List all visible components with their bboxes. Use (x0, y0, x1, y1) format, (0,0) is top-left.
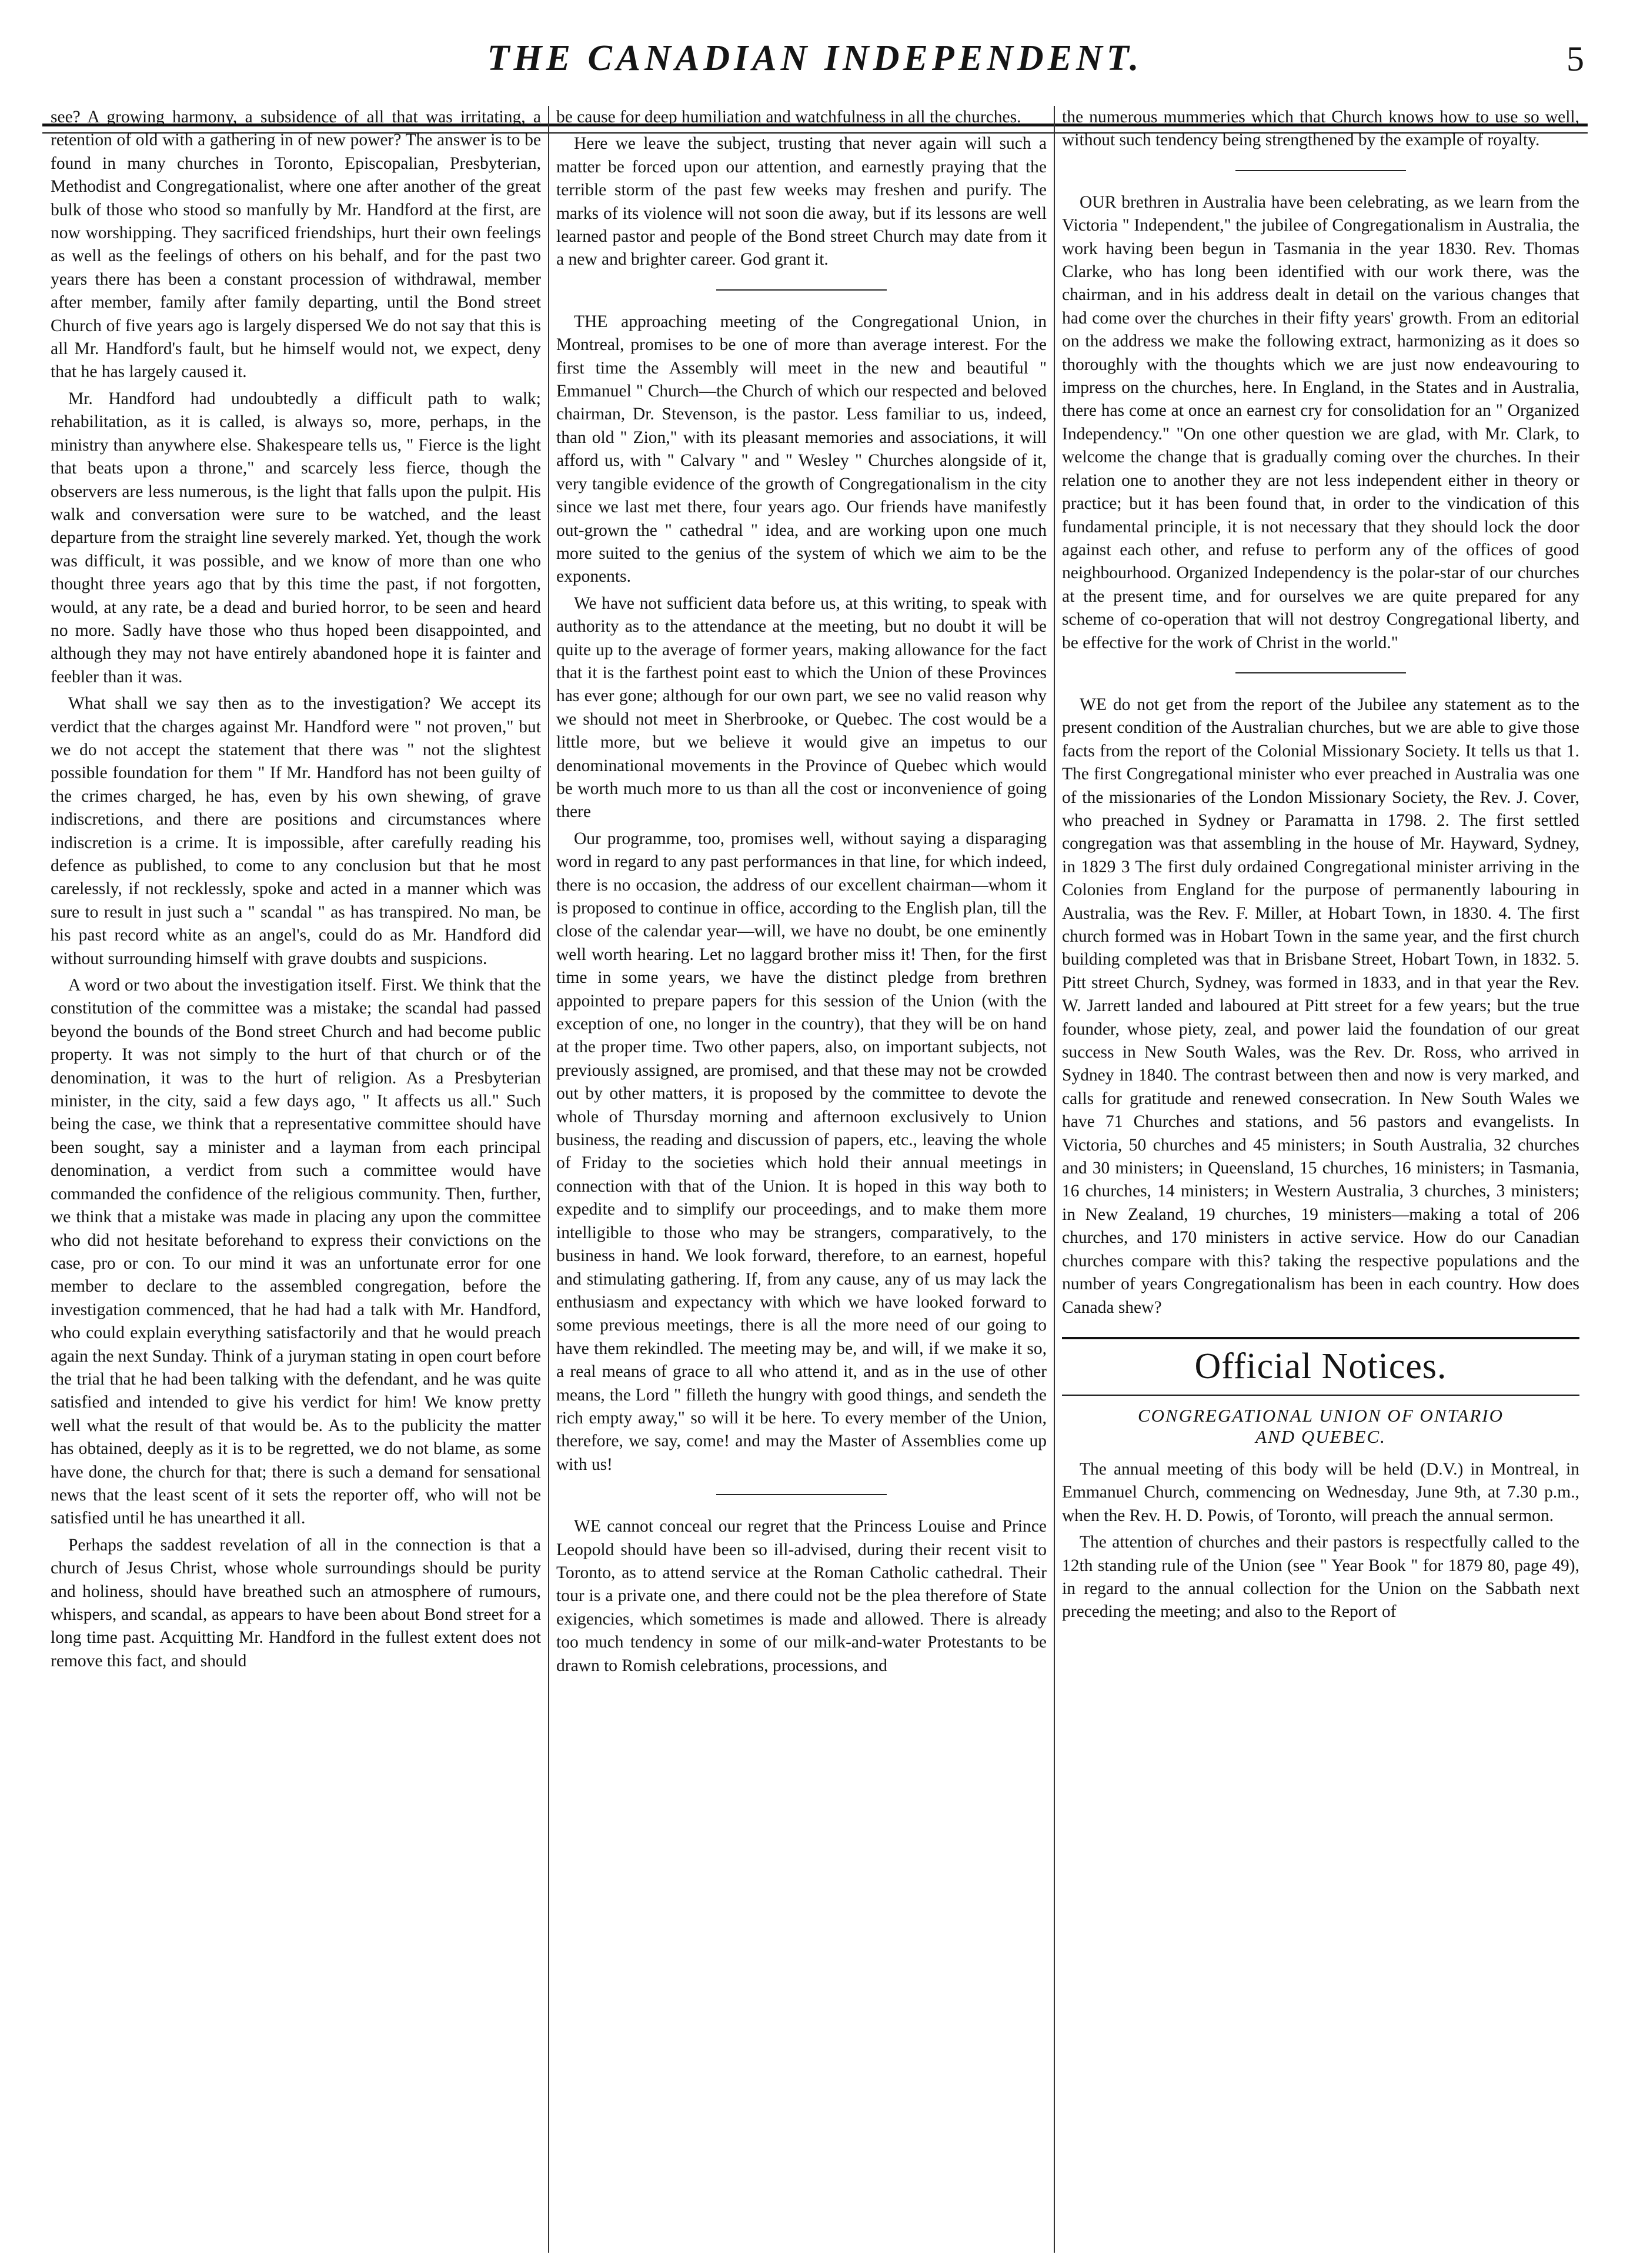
column-2 (556, 106, 1047, 2253)
column-1 (51, 106, 541, 2253)
paragraph: Perhaps the saddest revelation of all in the connection is that a church of Jesus Christ, whose whole surroundings should be purity and holiness, should have breathed such an atmosphere of rumours, whispers, and scandal, as appears to have been about Bond street for a long time past. Acquitting Mr. Handford in the fullest extent does not remove this fact, and should (51, 1535, 541, 1670)
paragraph: The annual meeting of this body will be held (D.V.) in Montreal, in Emmanuel Church, commencing on Wednesday, June 9th, at 7.30 p.m., when the Rev. H. D. Powis, of Toronto, will preach the annual sermon. (1062, 1459, 1579, 1525)
paragraph: WE do not get from the report of the Jubilee any statement as to the present condition of the Australian churches, but we are able to give those facts from the report of the Colonial Missionary Society. It tells us that 1. The first Congregational minister who ever preached in Australia was one of the missionaries of the London Missionary Society, the Rev. J. Cover, who preached in Sydney or Paramatta in 1798. 2. The first settled congregation was that assembling in the house of Mr. Hayward, Sydney, in 1829 3 The first duly ordained Congregational minister arriving in the Colonies from England for the purpose of permanently labouring in Australia, was the Rev. F. Miller, at Hobart Town, in 1830. 4. The first church formed was in Hobart Town in the same year, and the first church building completed was that in Brisbane Street, Hobart Town, in 1832. 5. Pitt street Church, Sydney, was formed in 1833, and in that year the Rev. W. Jarrett landed and laboured at Pitt street for a few years; but the true founder, whose piety, zeal, and power laid the foundation of our great success in New South Wales, was the Rev. Dr. Ross, who arrived in Sydney in 1840. The contrast between then and now is very marked, and calls for gratitude and renewed consecration. In New South Wales we have 71 Churches and stations, and 56 pastors and evangelists. In Victoria, 50 churches and 45 ministers; in South Australia, 32 churches and 30 ministers; in Queensland, 15 churches, 16 ministers; in Tasmania, 16 churches, 14 ministers; in Western Australia, 3 churches, 3 ministers; in New Zealand, 19 churches, 19 ministers—making a total of 206 churches, and 170 ministers in active service. How do our Canadian churches compare with this? taking the respective populations and the number of years Congregationalism has been in each country. How does Canada shew? (1062, 695, 1579, 1317)
paragraph: What shall we say then as to the investigation? We accept its verdict that the charges against Mr. Handford were " not proven," but we do not accept the statement that there was " not the slightest possible foundation for them " If Mr. Handford has not been guilty of the crimes charged, he has, even by his own shewing, of grave indiscretions, and there are positions and circumstances where indiscretion is a crime. It is impossible, after carefully reading his defence as published, to come to any conclusion but that he most carelessly, if not recklessly, spoke and acted in a manner which was sure to result in just such a " scandal " as has transpired. No man, be his past record white as an angel's, could do as Mr. Handford did without surrounding himself with grave doubts and suspicions. (51, 694, 541, 968)
running-title: THE CANADIAN INDEPENDENT. (487, 38, 1143, 78)
page-header (0, 35, 1630, 100)
article-separator (716, 289, 887, 291)
official-notices-title: Official Notices. (1194, 1346, 1447, 1386)
paragraph: Mr. Handford had undoubtedly a difficult path to walk; rehabilitation, as it is called, is always so, more, perhaps, in the ministry than anywhere else. Shakespeare tells us, " Fierce is the light that beats upon a throne," and scarcely less fierce, though the observers are less numerous, is the light that falls upon the pulpit. His walk and conversation were sure to be watched, and the least departure from the straight line severely marked. Yet, though the work was difficult, it was possible, and we know of more than one who thought three years ago that by this time the past, if not forgotten, would, at any rate, be a dead and buried horror, to be seen and heard no more. Sadly have those who thus hoped been disappointed, and although they may not have entirely abandoned hope it is fainter and feebler than it was. (51, 389, 541, 686)
notice-heading-line-2: AND QUEBEC. (1255, 1426, 1386, 1447)
column-rule-2 (1054, 106, 1055, 2253)
paragraph: WE cannot conceal our regret that the Princess Louise and Prince Leopold should have been so ill-advised, during their recent visit to Toronto, as to attend service at the Roman Catholic cathedral. Their tour is a private one, and there could not be the plea therefore of State exigencies, which sometimes is made and allowed. There is already too much tendency in some of our milk-and-water Protestants to be drawn to Romish celebrations, processions, and (556, 1517, 1047, 1675)
notice-heading (1062, 1405, 1579, 1447)
article-separator (716, 1494, 887, 1495)
paragraph: The attention of churches and their pastors is respectfully called to the 12th standing rule of the Union (see " Year Book " for 1879 80, page 49), in regard to the annual collection for the Union on the Sabbath next preceding the meeting; and also to the Report of (1062, 1533, 1579, 1622)
article-separator (1235, 672, 1406, 673)
page-number: 5 (1566, 39, 1584, 78)
paragraph: Our programme, too, promises well, without saying a disparaging word in regard to any past performances in that line, for which indeed, there is no occasion, the address of our excellent chairman—whom it is proposed to continue in office, according to the English plan, till the close of the calendar year—will, we have no doubt, be one eminently well worth hearing. Let no laggard brother miss it! Then, for the first time in some years, we have the distinct pledge from brethren appointed to prepare papers for this session of the Union (with the exception of one, no longer in the country), that they will be on hand at the proper time. Two other papers, also, on important subjects, not previously assigned, are promised, and that these may not be crowded out by other matters, it is proposed by the committee to devote the whole of Thursday morning and afternoon exclusively to Union business, the reading and discussion of papers, etc., leaving the whole of Friday to the societies which hold their annual meetings in connection with that of the Union. It is hoped in this way both to expedite and to simplify our proceedings, and to make them more intelligible to those who may be strangers, comparatively, to the business in hand. We look forward, therefore, to an earnest, hopeful and stimulating gathering. If, from any cause, any of us may lack the enthusiasm and expectancy with which we have looked forward to some previous meetings, there is all the more need of our going to have them rekindled. The meeting may be, and will, if we make it so, a real means of grace to all who attend it, and as in the use of other means, the Lord " filleth the hungry with good things, and sendeth the rich empty away," so will it be here. To every member of the Union, therefore, we say, come! and may the Master of Assemblies come up with us! (556, 829, 1047, 1474)
notice-heading-line-1: CONGREGATIONAL UNION OF ONTARIO (1137, 1405, 1504, 1426)
column-rule-1 (548, 106, 549, 2253)
column-3 (1062, 106, 1579, 2253)
paragraph: We have not sufficient data before us, at this writing, to speak with authority as to the attendance at the meeting, but no doubt it will be quite up to the average of former years, making allowance for the fact that it is the farthest point east to which the Union of these Provinces has ever gone; although for our own part, we see no valid reason why we should not meet in Sherbrooke, or Quebec. The cost would be a little more, but we believe it would give an impetus to our denominational movements in the Province of Quebec which would be worth much more to us than all the cost or inconvenience of going there (556, 593, 1047, 822)
paragraph: THE approaching meeting of the Congregational Union, in Montreal, promises to be one of more than average interest. For the first time the Assembly will meet in the new and beautiful " Emmanuel " Church—the Church of which our respected and beloved chairman, Dr. Stevenson, is the pastor. Less familiar to us, indeed, than old " Zion," with its pleasant memories and associations, it will afford us, with " Calvary " and " Wesley " Churches alongside of it, very tangible evidence of the growth of Congregationalism in the city since we last met there, four years ago. Our friends have manifestly out-grown the " cathedral " idea, and are working upon one much more suited to the genius of the system of which we aim to be the exponents. (556, 312, 1047, 586)
paragraph: be cause for deep humiliation and watchfulness in all the churches. (556, 108, 1021, 126)
paragraph: OUR brethren in Australia have been celebrating, as we learn from the Victoria " Independent," the jubilee of Congregationalism in Australia, the work having been begun in Tasmania in the year 1830. Rev. Thomas Clarke, who has long been identified with our work there, was the chairman, and in his address dealt in detail on the various changes that had come over the churches in their fifty years' growth. From an editorial on the address we make the following extract, harmonizing as it does so thoroughly with the thoughts which we are just now endeavouring to impress on the churches, here. In England, in the States and in Australia, there has come at once an earnest cry for consolidation for an " Organized Independency." "On one other question we are glad, with Mr. Clark, to welcome the change that is gradually coming over the churches. In their relation one to another they are not less independent either in theory or practice; but it has been found that, in order to the vindication of this fundamental principle, it is not necessary that they should lock the door against each other, and refuse to perform any of the offices of good neighbourhood. Organized Independency is the polar-star of our churches at the present time, and for ourselves we are quite prepared for any scheme of co-operation that will not destroy Congregational liberty, and be effective for the work of Christ in the world." (1062, 192, 1579, 652)
official-notices-banner (1062, 1337, 1579, 1396)
paragraph: A word or two about the investigation itself. First. We think that the constitution of the committee was a mistake; the scandal had passed beyond the bounds of the Bond street Church and had become public property. It was not simply to the hurt of that church or of the denomination, it was to the hurt of religion. As a Presbyterian minister, in the city, said a few days ago, " It affects us all." Such being the case, we think that a representative committee should have been sought, say a minister and a layman from each principal denomination, a verdict from such a committee would have commanded the confidence of the religious community. Then, further, we think that a mistake was made in placing any upon the committee who did not hesitate beforehand to express their convictions on the case, pro or con. To our mind it was an unfortunate error for one member to declare to the assembled congregation, before the investigation commenced, that he had had a talk with Mr. Handford, who could explain everything satisfactorily and that he would preach again the next Sunday. Think of a juryman stating in open court before the trial that he had been talking with the defendant, and he was quite satisfied and intended to give his verdict for him! We know pretty well what the result of that would be. As to the publicity the matter has obtained, deeply as it is to be regretted, we do not blame, as some have done, the church for that; there is such a demand for sensational news that the least scent of it sets the reporter off, who will not be satisfied until he has unearthed it all. (51, 976, 541, 1528)
article-separator (1235, 170, 1406, 171)
paragraph: see? A growing harmony, a subsidence of all that was irritating, a retention of old with a gathering in of new power? The answer is to be found in many churches in Toronto, Episcopalian, Presbyterian, Methodist and Congregationalist, where one after another of the great bulk of those who stood so manfully by Mr. Handford at the first, are now worshipping. They sacrificed friendships, hurt their own feelings as well as the feelings of others on his behalf, and for the past two years there has been a constant procession of withdrawal, member after member, family after family departing, until the Bond street Church of five years ago is largely dispersed We do not say that this is all Mr. Handford's fault, but he himself would not, we expect, deny that he has largely caused it. (51, 108, 541, 382)
paragraph: Here we leave the subject, trusting that never again will such a matter be forced upon our attention, and earnestly praying that the terrible storm of the past few weeks may freshen and purify. The marks of its violence will not soon die away, but if its lessons are well learned pastor and people of the Bond street Church may date from it a new and brighter career. God grant it. (556, 134, 1047, 269)
paragraph: the numerous mummeries which that Church knows how to use so well, without such tendency being strengthened by the example of royalty. (1062, 108, 1579, 150)
